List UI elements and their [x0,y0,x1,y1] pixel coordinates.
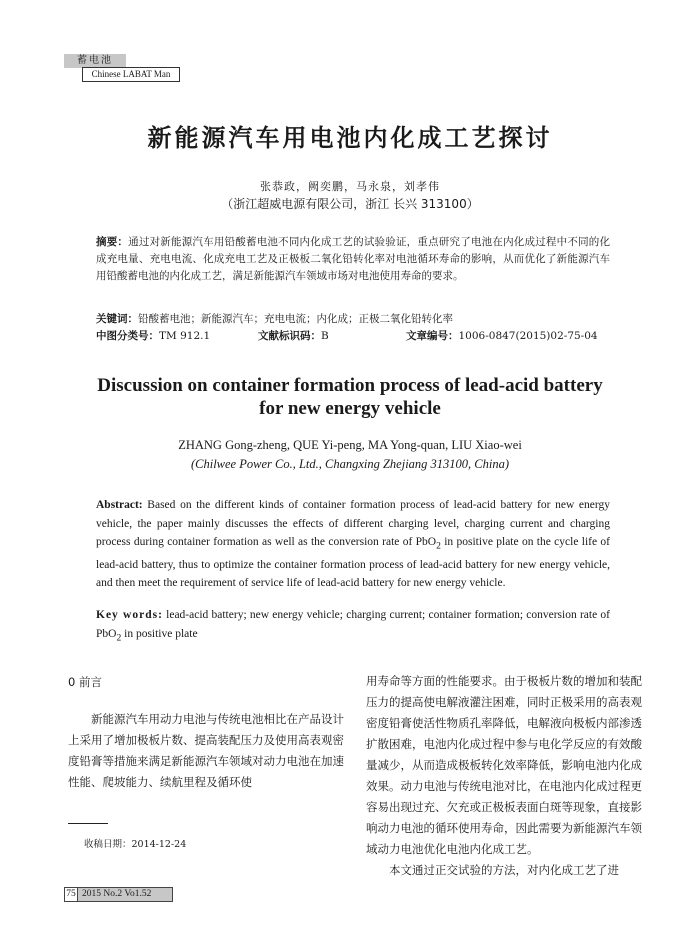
clc-code [96,328,258,344]
abstract-text-en-a: Based on the different kinds of container formation process of lead-acid battery for new energy vehicle, the paper mainly discusses the effects of different charging level, charging current and charging process during container formation as well as the conversion rate of PbO [96,499,611,548]
abstract-cn [96,234,610,285]
authors-en: ZHANG Gong-zheng, QUE Yi-peng, MA Yong-quan, LIU Xiao-wei [178,438,522,452]
keywords-label-cn: 关键词： [96,313,138,325]
keywords-text-en-b: in positive plate [121,627,198,640]
abstract-en [96,496,610,593]
footnote-rule [68,823,108,824]
doc-code-label: 文献标识码： [258,330,321,342]
keywords-text-en-a: lead-acid battery; new energy vehicle; charging current; container formation; conversion rate of PbO [96,609,610,640]
body-right-paragraph-2: 本文通过正交试验的方法，对内化成工艺了进 [389,863,619,877]
article-number [406,328,598,344]
doc-code [258,328,406,344]
journal-name-en: Chinese LABAT Man [82,67,180,82]
authors-cn: 张恭政，阙奕鹏，马永泉，刘孝伟 [260,180,440,193]
received-date: 收稿日期：2014-12-24 [84,839,187,850]
page-number: 75 [64,887,78,902]
abstract-label-cn: 摘要： [96,236,129,248]
keywords-en [96,606,610,647]
abstract-label-en: Abstract: [96,499,143,511]
keywords-cn [96,311,610,327]
issue-info: 2015 No.2 Vo1.52 [77,887,173,902]
title-en-line-2: for new energy vehicle [259,398,441,419]
clc-value: TM 912.1 [159,330,211,342]
clc-label: 中图分类号： [96,330,159,342]
keywords-text-cn: 铅酸蓄电池；新能源汽车；充电电流；内化成；正极二氧化铅转化率 [138,313,453,325]
body-right-column [366,671,642,881]
abstract-subscript: 2 [436,540,441,552]
journal-name-cn: 蓄电池 [64,54,126,68]
abstract-text-cn: 通过对新能源汽车用铅酸蓄电池不同内化成工艺的试验验证，重点研究了电池在内化成过程中不同的化成充电量、充电电流、化成充电工艺及正极板二氧化铅转化率对电池循环寿命的影响，从而优化了新能源汽车用铅酸蓄电池的内化成工艺，满足新能源汽车领域市场对电池使用寿命的要求。 [96,236,611,282]
title-cn: 新能源汽车用电池内化成工艺探讨 [147,123,553,152]
title-en-line-1: Discussion on container formation process of lead-acid battery [97,375,603,396]
article-no-value: 1006-0847(2015)02-75-04 [458,330,598,342]
affiliation-cn: （浙江超威电源有限公司，浙江 长兴 313100） [221,197,479,211]
affiliation-en: (Chilwee Power Co., Ltd., Changxing Zhejiang 313100, China) [190,457,510,471]
section-heading: 0 前言 [68,675,102,689]
keywords-label-en: Key words: [96,609,163,621]
classification-row [96,328,610,344]
article-no-label: 文章编号： [406,330,459,342]
body-right-paragraph-1: 用寿命等方面的性能要求。由于极板片数的增加和装配压力的提高使电解液灌注困难，同时正极采用的高表观密度铅膏使活性物质孔率降低，电解液向极板内部渗透扩散困难，电池内化成过程中参与电化学反应的有效酸量减少，从而造成极板转化效率降低，影响电池内化成效果。动力电池与传统电池对比，在电池内化成过程更容易出现过充、欠充或正极板表面白斑等现象，直接影响动力电池的循环使用寿命，因此需要为新能源汽车领域动力电池优化电池内化成工艺。 [366,674,642,856]
body-left-paragraph: 新能源汽车用动力电池与传统电池相比在产品设计上采用了增加极板片数、提高装配压力及使用高表观密度铅膏等措施来满足新能源汽车领域对动力电池在加速性能、爬坡能力、续航里程及循环使 [68,712,344,789]
doc-code-value: B [321,330,329,342]
title-en [60,374,640,420]
keywords-subscript: 2 [116,631,122,643]
abstract-text-en-b: in positive plate on the cycle life of lead-acid battery, thus to optimize the container formation process of lead-acid battery for new energy vehicle, and then meet the requirement of service life of lead-acid battery for new energy vehicle. [96,536,611,590]
